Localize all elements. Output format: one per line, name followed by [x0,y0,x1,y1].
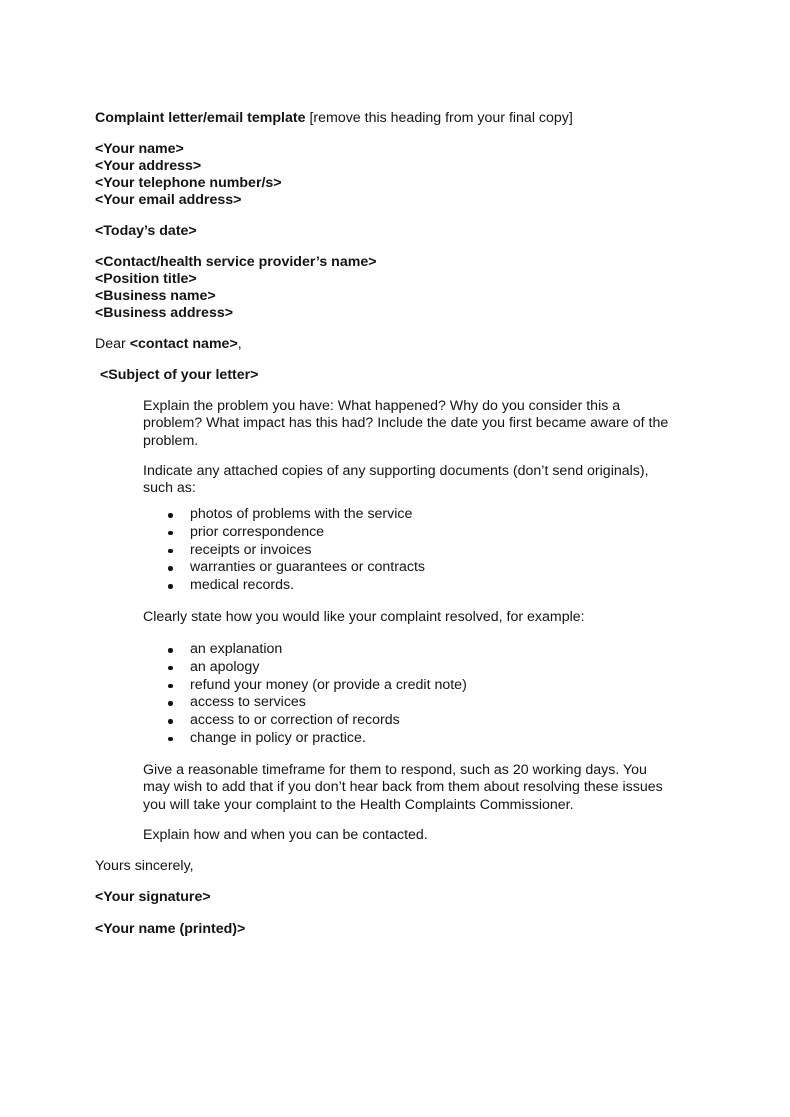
list-item-text: medical records. [190,577,295,594]
problem-paragraph [143,398,703,450]
recipient-business-name: <Business name> [95,288,216,304]
list-item-text: refund your money (or provide a credit note) [190,676,467,693]
bullet-icon [168,566,173,571]
bullet-icon [168,719,173,724]
salutation-prefix: Dear [95,336,130,352]
recipient-position-title: <Position title> [95,271,197,287]
list-item-text: photos of problems with the service [190,506,413,522]
list-item-text: change in policy or practice. [190,729,366,746]
documents-paragraph [143,463,703,498]
bullet-icon [168,684,173,689]
template-heading [95,110,573,127]
salutation-contact-name: <contact name> [129,336,238,352]
list-item [143,712,467,730]
list-item-text: access to or correction of records [190,712,400,729]
contact-paragraph: Explain how and when you can be contacted. [143,827,428,843]
resolution-options-list [143,641,467,748]
signature-placeholder: <Your signature> [95,889,211,905]
printed-name-placeholder: <Your name (printed)> [95,921,246,937]
sender-telephone: <Your telephone number/s> [95,175,282,191]
recipient-business-address: <Business address> [95,305,234,321]
list-item [143,641,467,659]
timeframe-paragraph-line: Give a reasonable timeframe for them to respond, such as 20 working days. You [143,762,647,778]
bullet-icon [168,531,173,536]
sender-address: <Your address> [95,158,202,174]
list-item [143,577,425,595]
bullet-icon [168,737,173,742]
bullet-icon [168,648,173,653]
list-item [143,694,467,712]
problem-paragraph-line: problem. [143,432,199,449]
timeframe-paragraph [143,762,703,814]
problem-paragraph-line: Explain the problem you have: What happened? Why do you consider this a [143,398,621,414]
list-item [143,659,467,677]
letter-subject: <Subject of your letter> [100,367,259,383]
bullet-icon [168,513,173,518]
template-heading-title: Complaint letter/email template [95,110,306,126]
list-item-text: receipts or invoices [190,541,312,558]
bullet-icon [168,666,173,671]
bullet-icon [168,549,173,554]
documents-paragraph-line: Indicate any attached copies of any supporting documents (don’t send originals), [143,463,649,479]
list-item [143,506,425,524]
recipient-contact-name: <Contact/health service provider’s name> [95,254,377,270]
list-item [143,559,425,577]
timeframe-paragraph-line: may wish to add that if you don’t hear back from them about resolving these issues [143,779,663,796]
supporting-documents-list [143,506,425,595]
documents-paragraph-line: such as: [143,480,196,497]
list-item [143,730,467,748]
list-item-text: access to services [190,694,306,711]
bullet-icon [168,584,173,589]
closing: Yours sincerely, [95,858,194,874]
problem-paragraph-line: problem? What impact has this had? Include the date you first became aware of the [143,415,669,432]
list-item-text: prior correspondence [190,523,325,540]
sender-name: <Your name> [95,141,184,157]
resolution-paragraph: Clearly state how you would like your complaint resolved, for example: [143,609,585,625]
letter-date: <Today’s date> [95,223,197,239]
salutation-suffix: , [237,336,242,352]
template-heading-note: [remove this heading from your final copy] [305,110,573,126]
sender-email: <Your email address> [95,192,242,208]
list-item-text: warranties or guarantees or contracts [190,559,425,576]
list-item [143,524,425,542]
list-item-text: an apology [190,658,260,675]
timeframe-paragraph-line: you will take your complaint to the Health Complaints Commissioner. [143,796,574,813]
list-item-text: an explanation [190,641,283,657]
list-item [143,542,425,560]
salutation [95,336,242,353]
list-item [143,677,467,695]
bullet-icon [168,701,173,706]
